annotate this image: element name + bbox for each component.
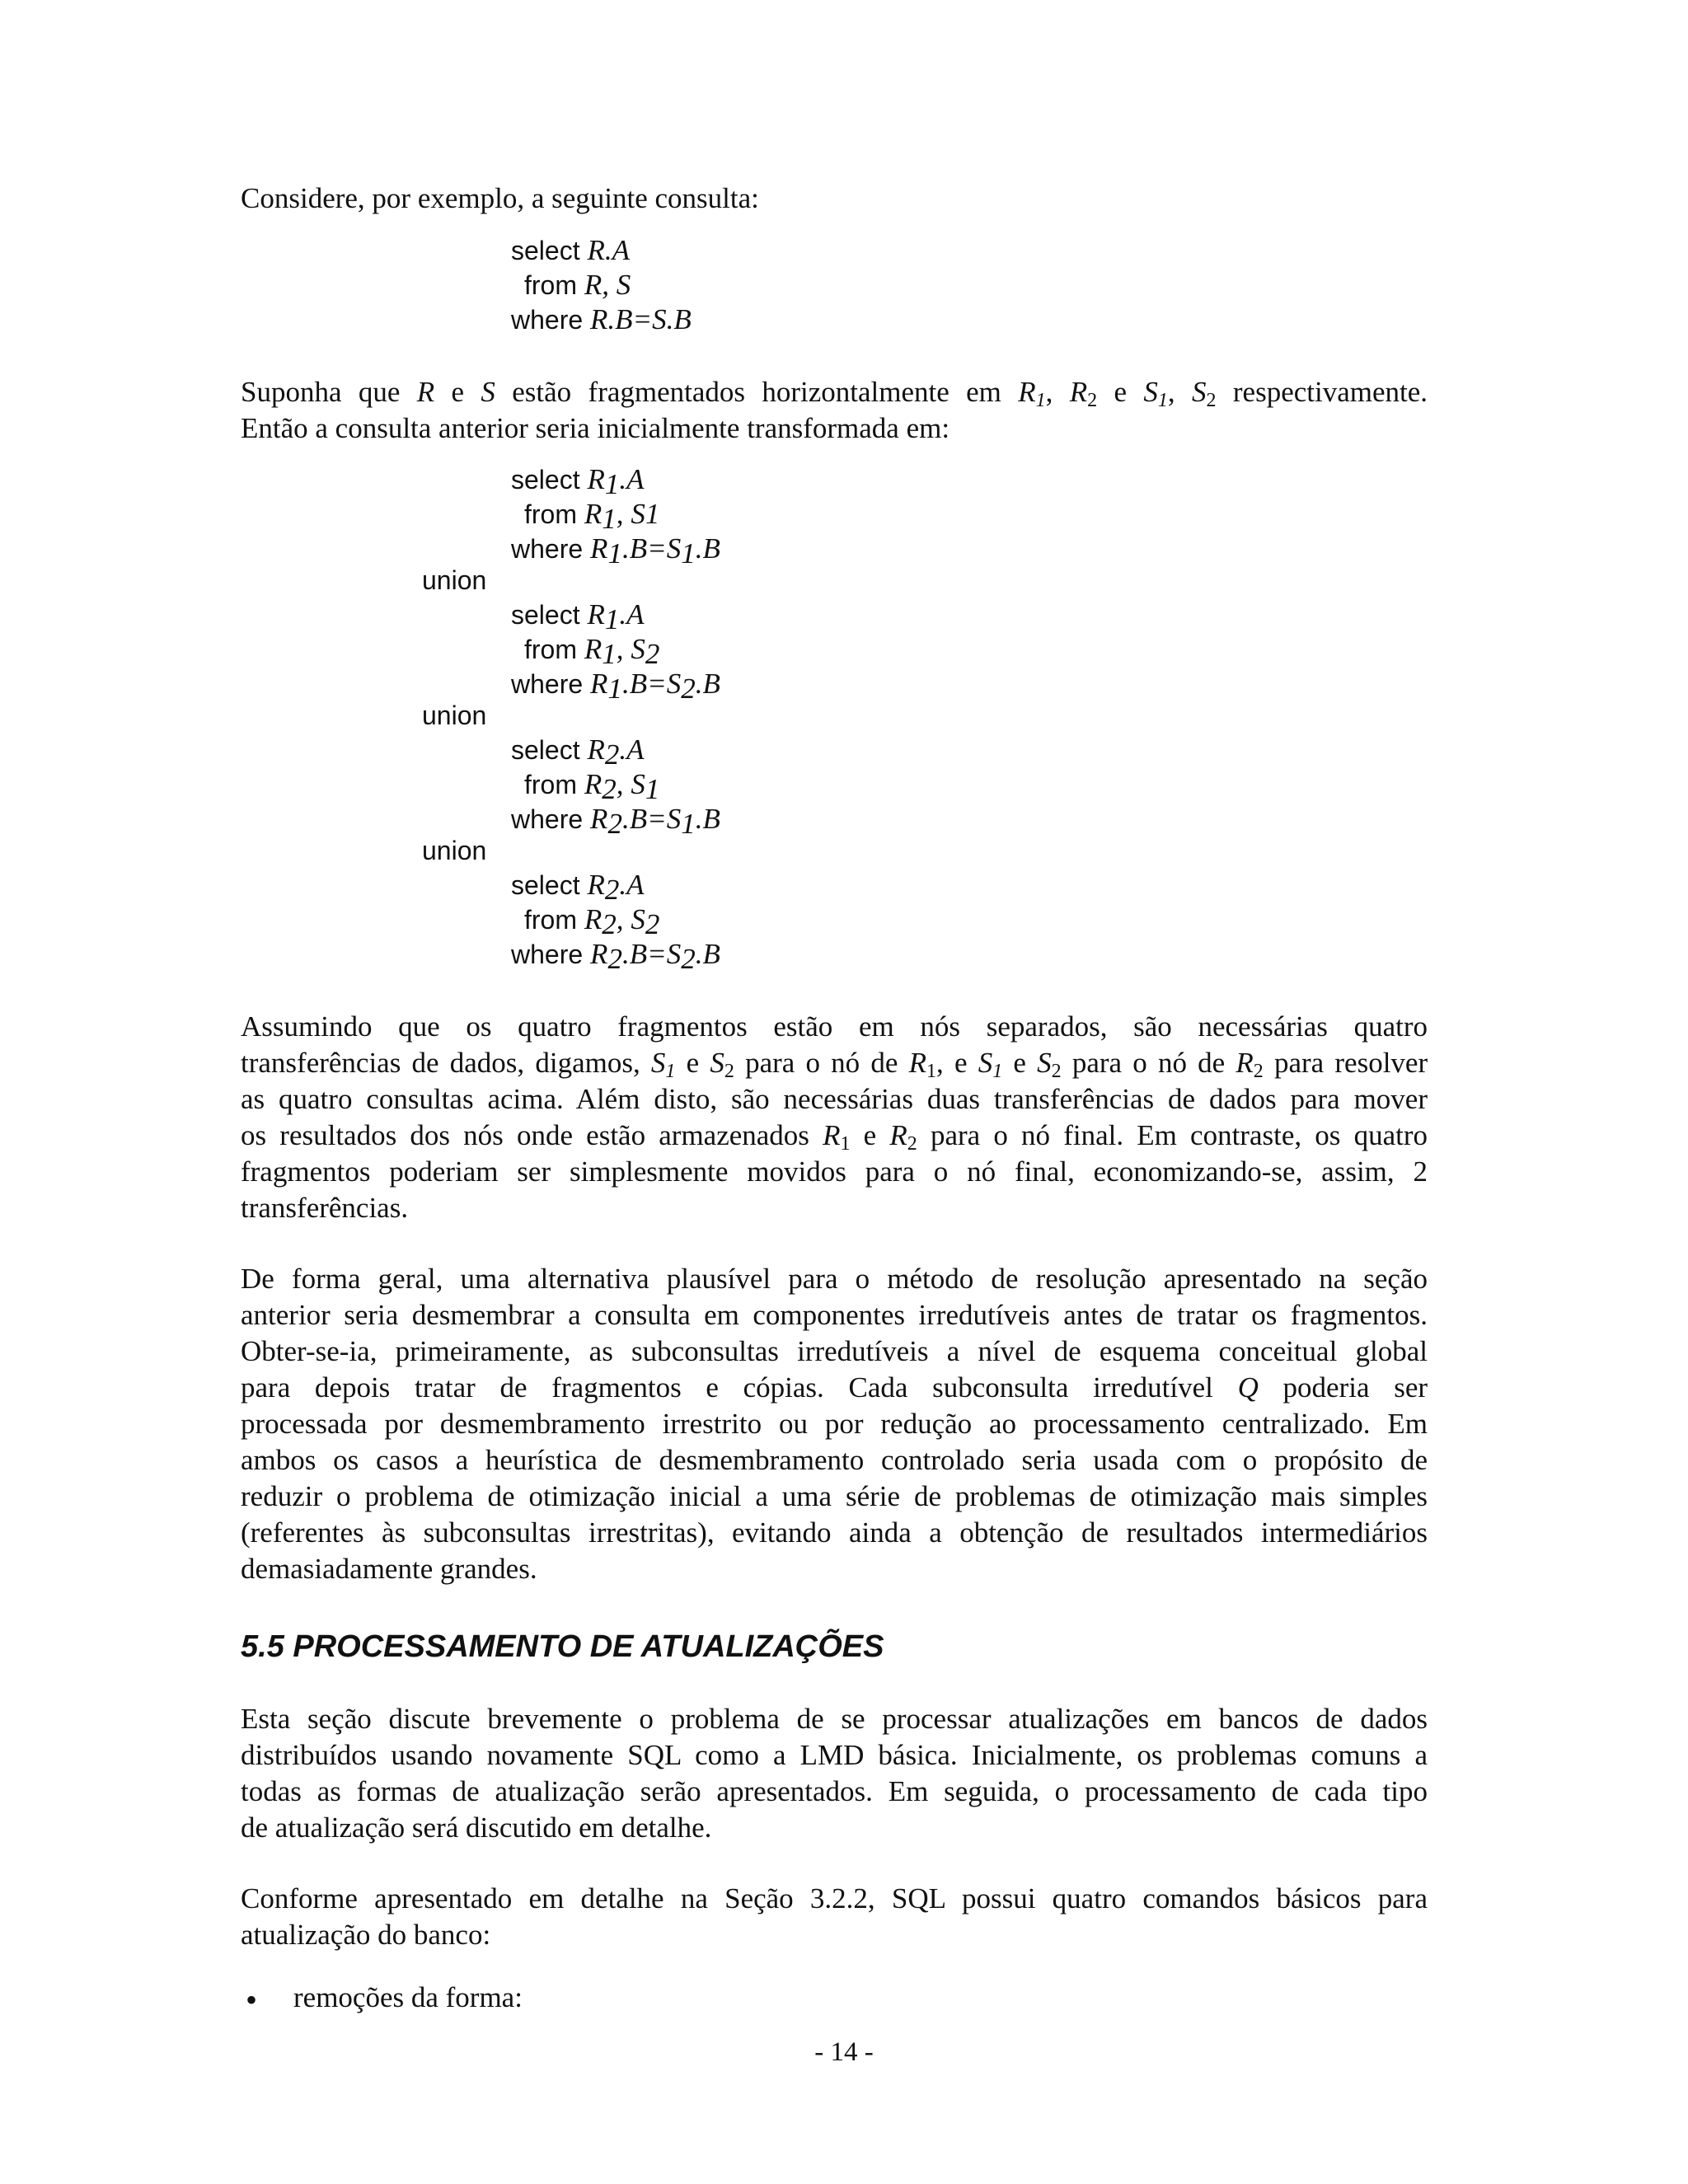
para3-line5: processada por desmembramento irrestrito ou por redução ao processamento centralizado. Em [241, 1408, 1428, 1440]
subquery-4-where: where $R_2.B=S_2.B$ [511, 938, 720, 975]
para1-line2: Então a consulta anterior seria inicialmente transformada em: [241, 412, 950, 444]
para3-line4: para depois tratar de fragmentos e cópias. Cada subconsulta irredutível Q poderia ser [241, 1371, 1428, 1404]
intro-text: Considere, por exemplo, a seguinte consulta: [241, 182, 759, 214]
subquery-2-select: select $R_1.A$ [511, 598, 645, 635]
para2-line2: transferências de dados, digamos, $S_1$ e $S_2$ para o nó de $R_1$, e $S_1$ e $S_2$ para o nó de $R_2$ para resolver [241, 1047, 1428, 1082]
para2-line4: os resultados dos nós onde estão armazenados $R_1$ e $R_2$ para o nó final. Em contraste, os quatro [241, 1119, 1428, 1155]
union-keyword-1: union [422, 565, 487, 595]
para4-line4: de atualização será discutido em detalhe. [241, 1811, 712, 1844]
para2-line3: as quatro consultas acima. Além disto, são necessárias duas transferências de dados para mover [241, 1083, 1428, 1115]
subquery-1-where: where $R_1.B=S_1.B$ [511, 532, 720, 569]
para1-line1: Suponha que R e S estão fragmentados horizontalmente em $R_1$, $R_2$ e $S_1$, $S_2$ respectivamente. [241, 376, 1428, 411]
para3-line8: (referentes às subconsultas irrestritas), evitando ainda a obtenção de resultados intermediários [241, 1516, 1428, 1549]
subquery-3-select: select $R_2.A$ [511, 733, 645, 771]
query1-select-line: select R.A [511, 234, 630, 266]
bullet-icon: • [246, 1981, 258, 2018]
para4-line1: Esta seção discute brevemente o problema de se processar atualizações em bancos de dados [241, 1703, 1428, 1735]
para3-line6: ambos os casos a heurística de desmembramento controlado seria usada com o propósito de [241, 1444, 1428, 1476]
para2-line6: transferências. [241, 1192, 409, 1224]
page-number: - 14 - [814, 2037, 874, 2067]
para3-line1: De forma geral, uma alternativa plausível para o método de resolução apresentado na seção [241, 1263, 1428, 1295]
query1-where-line: where R.B=S.B [511, 303, 692, 335]
para4-line3: todas as formas de atualização serão apresentados. Em seguida, o processamento de cada tipo [241, 1775, 1428, 1807]
query1-from-line: from R, S [524, 269, 631, 301]
bullet-text: remoções da forma: [293, 1981, 523, 2013]
subquery-2-where: where $R_1.B=S_2.B$ [511, 668, 720, 705]
para4-line2: distribuídos usando novamente SQL como a LMD básica. Inicialmente, os problemas comuns a [241, 1739, 1428, 1771]
subquery-1-select: select $R_1.A$ [511, 463, 645, 500]
subquery-4-from: from $R_2$, $S_2$ [524, 903, 660, 940]
para3-line7: reduzir o problema de otimização inicial a uma série de problemas de otimização mais simples [241, 1480, 1428, 1512]
subquery-4-select: select $R_2.A$ [511, 869, 645, 906]
subquery-3-where: where $R_2.B=S_1.B$ [511, 803, 720, 840]
para5-line1: Conforme apresentado em detalhe na Seção 3.2.2, SQL possui quatro comandos básicos para [241, 1882, 1428, 1915]
union-keyword-2: union [422, 701, 487, 730]
section-heading: 5.5 PROCESSAMENTO DE ATUALIZAÇÕES [241, 1629, 884, 1664]
para3-line3: Obter-se-ia, primeiramente, as subconsultas irredutíveis a nível de esquema conceitual global [241, 1335, 1428, 1367]
para2-line1: Assumindo que os quatro fragmentos estão em nós separados, são necessárias quatro [241, 1010, 1428, 1043]
union-keyword-3: union [422, 836, 487, 865]
para3-line2: anterior seria desmembrar a consulta em componentes irredutíveis antes de tratar os fragmentos. [241, 1299, 1428, 1331]
para3-line9: demasiadamente grandes. [241, 1553, 537, 1585]
para5-line2: atualização do banco: [241, 1919, 491, 1951]
para2-line5: fragmentos poderiam ser simplesmente movidos para o nó final, economizando-se, assim, 2 [241, 1155, 1428, 1188]
subquery-2-from: from $R_1$, $S_2$ [524, 633, 660, 670]
subquery-3-from: from $R_2$, $S_1$ [524, 768, 660, 805]
subquery-1-from: from $R_1$, S1 [524, 498, 660, 535]
